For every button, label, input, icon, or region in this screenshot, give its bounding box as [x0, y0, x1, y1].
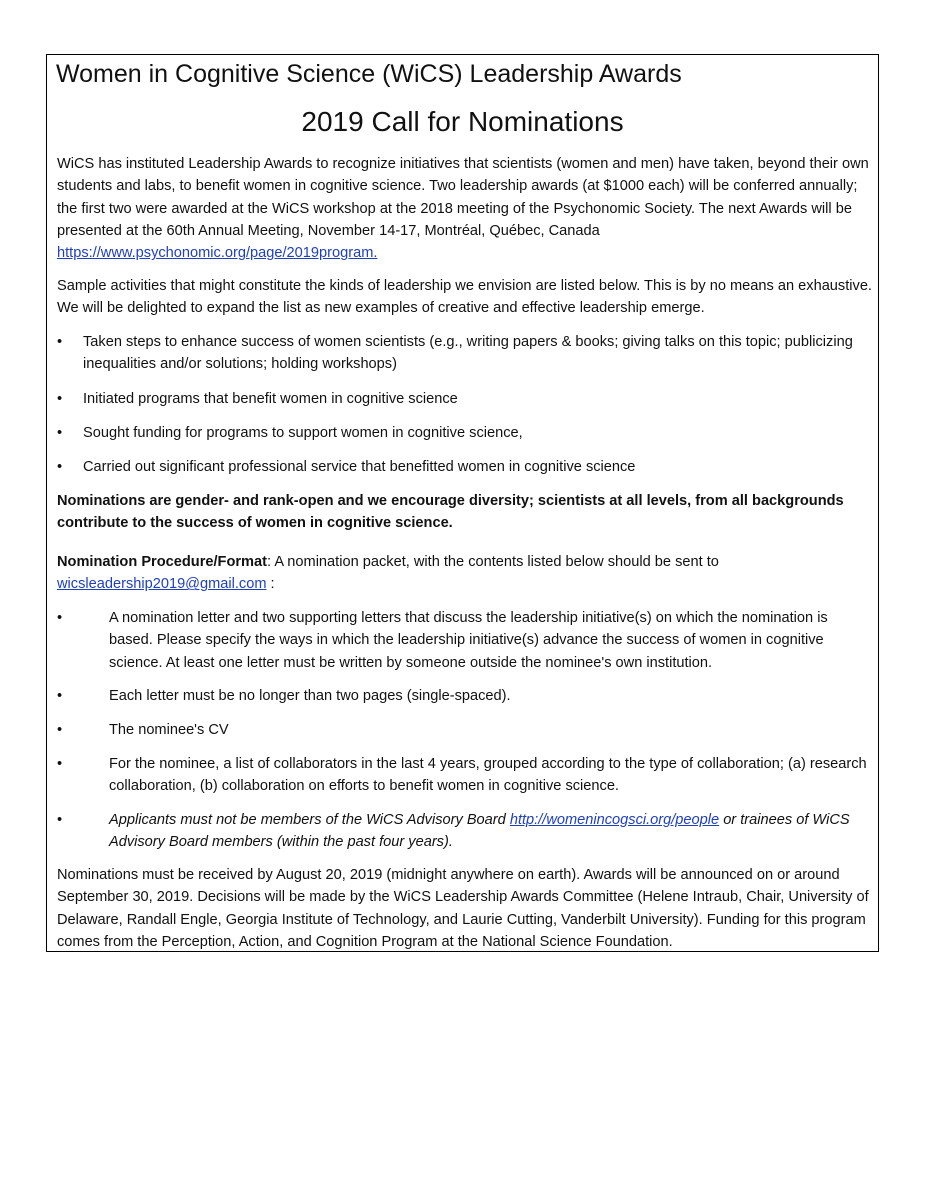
activity-text: Carried out significant professional service that benefitted women in cognitive science — [83, 459, 636, 475]
activity-text: Initiated programs that benefit women in cognitive science — [83, 391, 458, 407]
packet-text: For the nominee, a list of collaborators in the last 4 years, grouped according to the type of collaboration; (a) research collaboration, (b) collaboration on efforts to benefit women in cognitive science. — [109, 756, 867, 795]
page-title: Women in Cognitive Science (WiCS) Leadership Awards — [56, 60, 682, 88]
packet-text: Each letter must be no longer than two pages (single-spaced). — [109, 688, 511, 704]
procedure-email-suffix: : — [266, 576, 275, 593]
eligibility-text-after: or trainees of WiCS Advisory Board members (within the past four years). — [109, 812, 850, 851]
diversity-note: Nominations are gender- and rank-open and we encourage diversity; scientists at all levels, from all backgrounds contribute to the success of women in cognitive science. — [57, 493, 844, 532]
activity-text: Taken steps to enhance success of women scientists (e.g., writing papers & books; giving talks on this topic; publicizing inequalities and/or solutions; holding workshops) — [83, 334, 853, 373]
sample-activities-intro: Sample activities that might constitute the kinds of leadership we envision are listed below. This is by no means an exhaustive. We will be delighted to expand the list as new examples of creative and effective leadership emerge. — [57, 278, 872, 317]
bullet: • — [57, 756, 63, 772]
bullet: • — [57, 391, 63, 407]
bullet: • — [57, 425, 63, 441]
eligibility-text — [109, 809, 869, 854]
nomination-email-link[interactable]: wicsleadership2019@gmail.com — [57, 576, 267, 593]
intro-text: WiCS has instituted Leadership Awards to recognize initiatives that scientists (women and men) have taken, beyond their own students and labs, to benefit women in cognitive science. Two leadership awards (at $1000 each) will be conferred annually; the first two were awarded at the WiCS workshop at the 2018 meeting of the Psychonomic Society. The next Awards will be presented at the 60th Annual Meeting, November 14-17, Montréal, Québec, Canada — [57, 156, 869, 239]
bullet: • — [57, 688, 63, 704]
intro-paragraph — [57, 153, 872, 264]
procedure-label: Nomination Procedure/Format — [57, 554, 268, 570]
bullet: • — [57, 334, 63, 350]
eligibility-text-before: Applicants must not be members of the WiCS Advisory Board — [109, 812, 510, 828]
packet-text: The nominee's CV — [109, 722, 229, 738]
bullet: • — [57, 459, 63, 475]
advisory-board-link[interactable]: http://womenincogsci.org/people — [509, 812, 720, 828]
closing-paragraph: Nominations must be received by August 20, 2019 (midnight anywhere on earth). Awards will be announced on or around September 30, 2019. Decisions will be made by the WiCS Leadership Awards Committee (Helene Intraub, Chair, University of Delaware, Randall Engle, Georgia Institute of Technology, and Laurie Cutting, Vanderbilt University). Funding for this program comes from the Perception, Action, and Cognition Program at the National Science Foundation. — [57, 867, 869, 950]
bullet: • — [57, 610, 63, 626]
packet-text: A nomination letter and two supporting letters that discuss the leadership initiative(s) on which the nomination is based. Please specify the ways in which the leadership initiative(s) advance the success of women in cognitive science. At least one letter must be written by someone outside the nominee's own institution. — [109, 610, 828, 671]
bullet: • — [57, 812, 63, 828]
announcement-box — [46, 54, 879, 952]
psychonomic-program-link[interactable]: https://www.psychonomic.org/page/2019program. — [57, 245, 378, 262]
bullet: • — [57, 722, 63, 738]
activity-text: Sought funding for programs to support women in cognitive science, — [83, 425, 523, 441]
page-subtitle: 2019 Call for Nominations — [301, 106, 624, 137]
procedure-text: : A nomination packet, with the contents listed below should be sent to — [267, 554, 719, 570]
procedure-paragraph — [57, 551, 872, 596]
